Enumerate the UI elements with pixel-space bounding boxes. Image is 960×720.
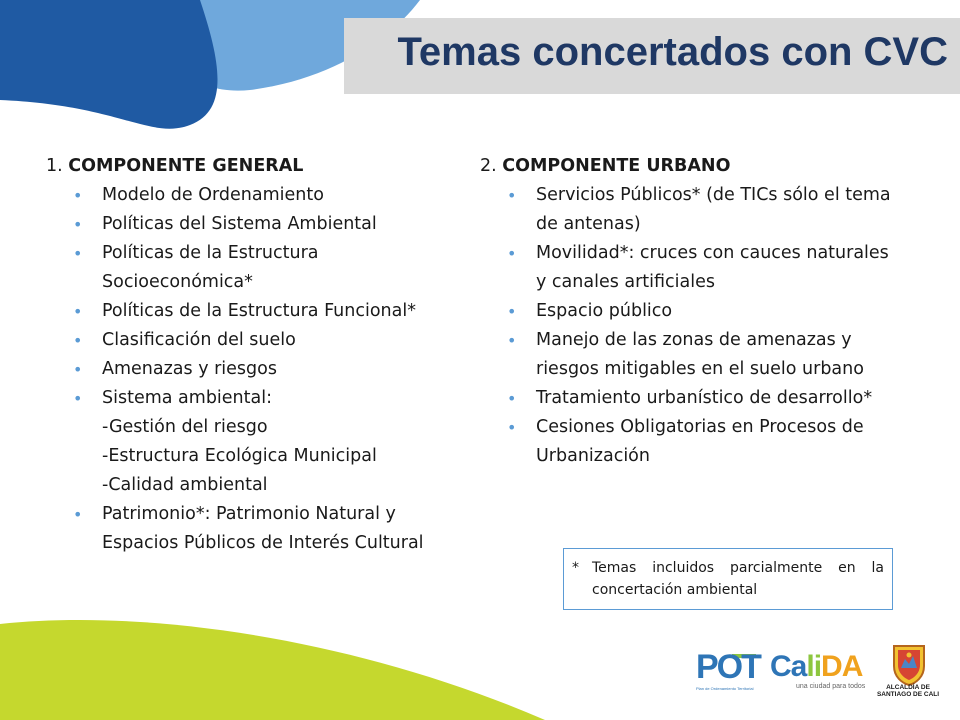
dark-blue-shape <box>0 0 218 129</box>
list-item: • Manejo de las zonas de amenazas y riesgos mitigables en el suelo urbano <box>480 326 900 384</box>
component-urbano-section <box>480 152 900 471</box>
alcaldia-line2: SANTIAGO DE CALI <box>876 691 940 698</box>
list-item-label: Sistema ambiental: <box>102 388 272 408</box>
list-item: • Políticas de la Estructura Socioeconómica* <box>46 239 466 297</box>
list-item: • Políticas del Sistema Ambiental <box>46 210 466 239</box>
green-wave-shape <box>0 620 545 720</box>
sub-item: -Estructura Ecológica Municipal <box>102 446 377 466</box>
pot-logo-subtitle: Plan de Ordenamiento Territorial <box>696 686 754 691</box>
page-title: Temas concertados con CVC <box>397 30 948 74</box>
list-item: • Movilidad*: cruces con cauces naturales y canales artificiales <box>480 239 900 297</box>
list-item: • Tratamiento urbanístico de desarrollo* <box>480 384 900 413</box>
footnote-marker: * <box>572 560 579 576</box>
list-item: • Modelo de Ordenamiento <box>46 181 466 210</box>
calida-logo-text: CaliDA <box>770 650 863 683</box>
section-heading-general <box>46 152 466 181</box>
title-bar <box>344 18 960 94</box>
section-number: 1. <box>46 156 63 176</box>
calida-logo-tagline: una ciudad para todos <box>796 683 866 690</box>
list-item: • Cesiones Obligatorias en Procesos de Urbanización <box>480 413 900 471</box>
pot-logo-text: POT <box>696 648 760 686</box>
section-title: COMPONENTE GENERAL <box>68 156 304 176</box>
list-item: • Servicios Públicos* (de TICs sólo el tema de antenas) <box>480 181 900 239</box>
footnote-text: Temas incluidos parcialmente en la concertación ambiental <box>592 560 884 598</box>
section-number: 2. <box>480 156 497 176</box>
alcaldia-line1: ALCALDÍA DE <box>886 684 930 691</box>
list-item: • Políticas de la Estructura Funcional* <box>46 297 466 326</box>
urbano-list <box>480 181 900 471</box>
pot-logo <box>696 648 760 692</box>
list-item-sistema-ambiental <box>46 384 466 500</box>
alcaldia-logo <box>872 644 944 706</box>
section-heading-urbano <box>480 152 900 181</box>
footnote-box <box>563 548 893 610</box>
sub-item: -Gestión del riesgo <box>102 417 268 437</box>
list-item: • Amenazas y riesgos <box>46 355 466 384</box>
sub-item: -Calidad ambiental <box>102 475 268 495</box>
coat-of-arms-icon <box>892 644 926 686</box>
calida-logo <box>770 650 870 694</box>
list-item: • Espacio público <box>480 297 900 326</box>
list-item: • Patrimonio*: Patrimonio Natural y Espacios Públicos de Interés Cultural <box>46 500 466 558</box>
list-item: • Clasificación del suelo <box>46 326 466 355</box>
section-title: COMPONENTE URBANO <box>502 156 731 176</box>
alcaldia-text <box>872 684 944 698</box>
component-general-section <box>46 152 466 558</box>
general-list <box>46 181 466 558</box>
